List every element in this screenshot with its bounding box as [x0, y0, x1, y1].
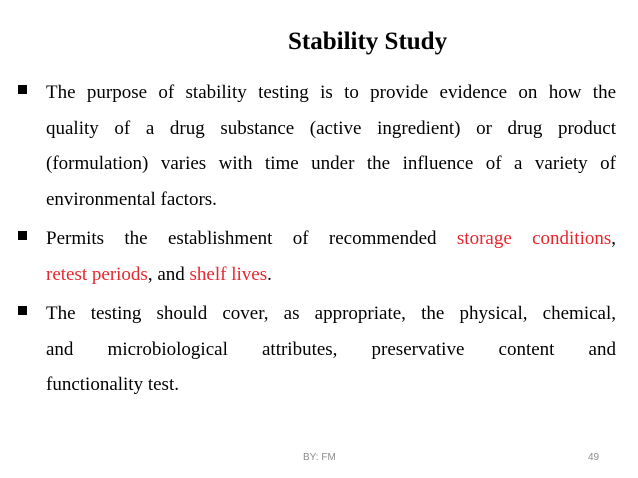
square-bullet-icon — [18, 231, 27, 240]
bullet-text: . — [267, 263, 272, 285]
bullet-line: functionality test. — [46, 374, 179, 395]
bullet-text: Permits the establishment of recommended — [46, 228, 437, 249]
page-number: 49 — [588, 452, 600, 463]
highlight-storage-conditions: storage conditions — [456, 228, 612, 249]
square-bullet-icon — [18, 306, 27, 315]
bullet-line: The purpose of stability testing is to provide evidence on how the — [46, 82, 616, 103]
footer-author: BY: FM — [303, 452, 336, 463]
bullet-text: , and — [147, 263, 185, 285]
bullet-line: and microbiological attributes, preservative content and — [46, 338, 616, 360]
bullet-list — [18, 75, 616, 407]
square-bullet-icon — [18, 85, 27, 94]
bullet-line: The testing should cover, as appropriate, the physical, chemical, — [46, 303, 616, 324]
highlight-shelf-lives: shelf lives — [189, 263, 268, 285]
bullet-item-permits — [18, 221, 616, 292]
slide-title: Stability Study — [288, 28, 448, 55]
bullet-item-purpose — [18, 75, 616, 217]
bullet-line — [46, 257, 616, 293]
bullet-text: , — [611, 228, 616, 249]
bullet-line — [46, 221, 616, 257]
bullet-line: (formulation) varies with time under the influence of a variety of — [46, 153, 616, 174]
bullet-line: quality of a drug substance (active ingredient) or drug product — [46, 117, 616, 139]
bullet-line: environmental factors. — [46, 188, 217, 210]
bullet-item-testing — [18, 296, 616, 403]
highlight-retest-periods: retest periods — [46, 263, 148, 285]
